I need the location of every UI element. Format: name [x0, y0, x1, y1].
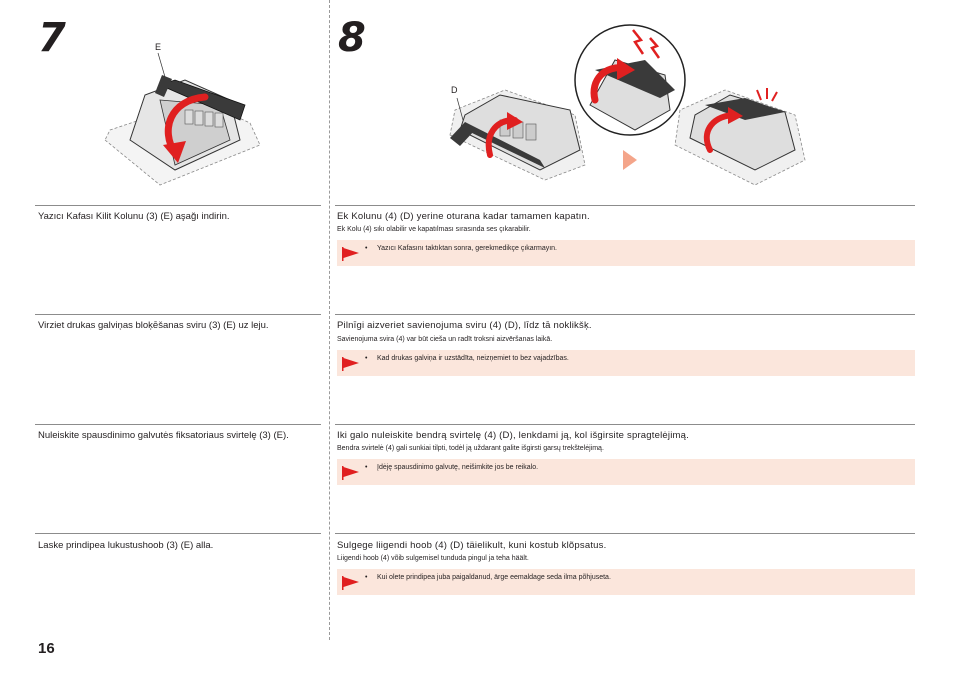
left-instruction: Laske prindipea lukustushoob (3) (E) alla.	[38, 540, 214, 551]
note-bullet: •	[365, 355, 368, 362]
section-rule-left	[35, 533, 321, 534]
note-text: Kad drukas galviņa ir uzstādīta, neizņemiet to bez vajadzības.	[377, 355, 569, 362]
step-7-illustration	[100, 45, 265, 195]
right-subtext: Ek Kolu (4) sıkı olabilir ve kapatılması sırasında ses çıkarabilir.	[337, 226, 531, 233]
page-number: 16	[38, 640, 55, 657]
caution-flag-icon	[342, 247, 360, 261]
section-rule-left	[35, 314, 321, 315]
caution-note	[337, 569, 915, 595]
step-8-illustration	[445, 20, 810, 200]
left-instruction: Yazıcı Kafası Kilit Kolunu (3) (E) aşağı indirin.	[38, 211, 230, 222]
caution-note	[337, 350, 915, 376]
right-instruction: Ek Kolunu (4) (D) yerine oturana kadar tamamen kapatın.	[337, 211, 590, 222]
callout-e: E	[155, 42, 162, 52]
step-number-8: 8	[338, 15, 366, 61]
section-rule-right	[335, 424, 915, 425]
right-subtext: Bendra svirtelė (4) gali sunkiai tilpti, todėl ją uždarant galite išgirsti garsų trekštelėjimą.	[337, 445, 604, 452]
right-instruction: Iki galo nuleiskite bendrą svirtelę (4) (D), lenkdami ją, kol išgirsite spragtelėjimą.	[337, 430, 689, 441]
caution-flag-icon	[342, 357, 360, 371]
column-divider	[329, 0, 330, 640]
left-instruction: Virziet drukas galviņas bloķēšanas sviru (3) (E) uz leju.	[38, 320, 269, 331]
section-rule-right	[335, 314, 915, 315]
note-bullet: •	[365, 464, 368, 471]
section-rule-left	[35, 205, 321, 206]
right-instruction: Pilnīgi aizveriet savienojuma sviru (4) (D), līdz tā noklikšķ.	[337, 320, 592, 331]
right-subtext: Savienojuma svira (4) var būt cieša un radīt troksni aizvēršanas laikā.	[337, 336, 553, 343]
note-text: Yazıcı Kafasını taktıktan sonra, gerekmedikçe çıkarmayın.	[377, 245, 558, 252]
caution-flag-icon	[342, 576, 360, 590]
right-instruction: Sulgege liigendi hoob (4) (D) täielikult, kuni kostub klõpsatus.	[337, 540, 607, 551]
note-text: Kui olete prindipea juba paigaldanud, ärge eemaldage seda ilma põhjuseta.	[377, 574, 611, 581]
right-subtext: Liigendi hoob (4) võib sulgemisel tunduda pingul ja teha häält.	[337, 555, 529, 562]
note-bullet: •	[365, 245, 368, 252]
caution-note	[337, 240, 915, 266]
left-instruction: Nuleiskite spausdinimo galvutės fiksatoriaus svirtelę (3) (E).	[38, 430, 289, 441]
caution-note	[337, 459, 915, 485]
section-rule-right	[335, 205, 915, 206]
note-bullet: •	[365, 574, 368, 581]
note-text: Įdėję spausdinimo galvutę, neišimkite jos be reikalo.	[377, 464, 539, 471]
section-rule-right	[335, 533, 915, 534]
caution-flag-icon	[342, 466, 360, 480]
callout-d: D	[451, 85, 458, 95]
section-rule-left	[35, 424, 321, 425]
step-number-7: 7	[38, 15, 66, 61]
